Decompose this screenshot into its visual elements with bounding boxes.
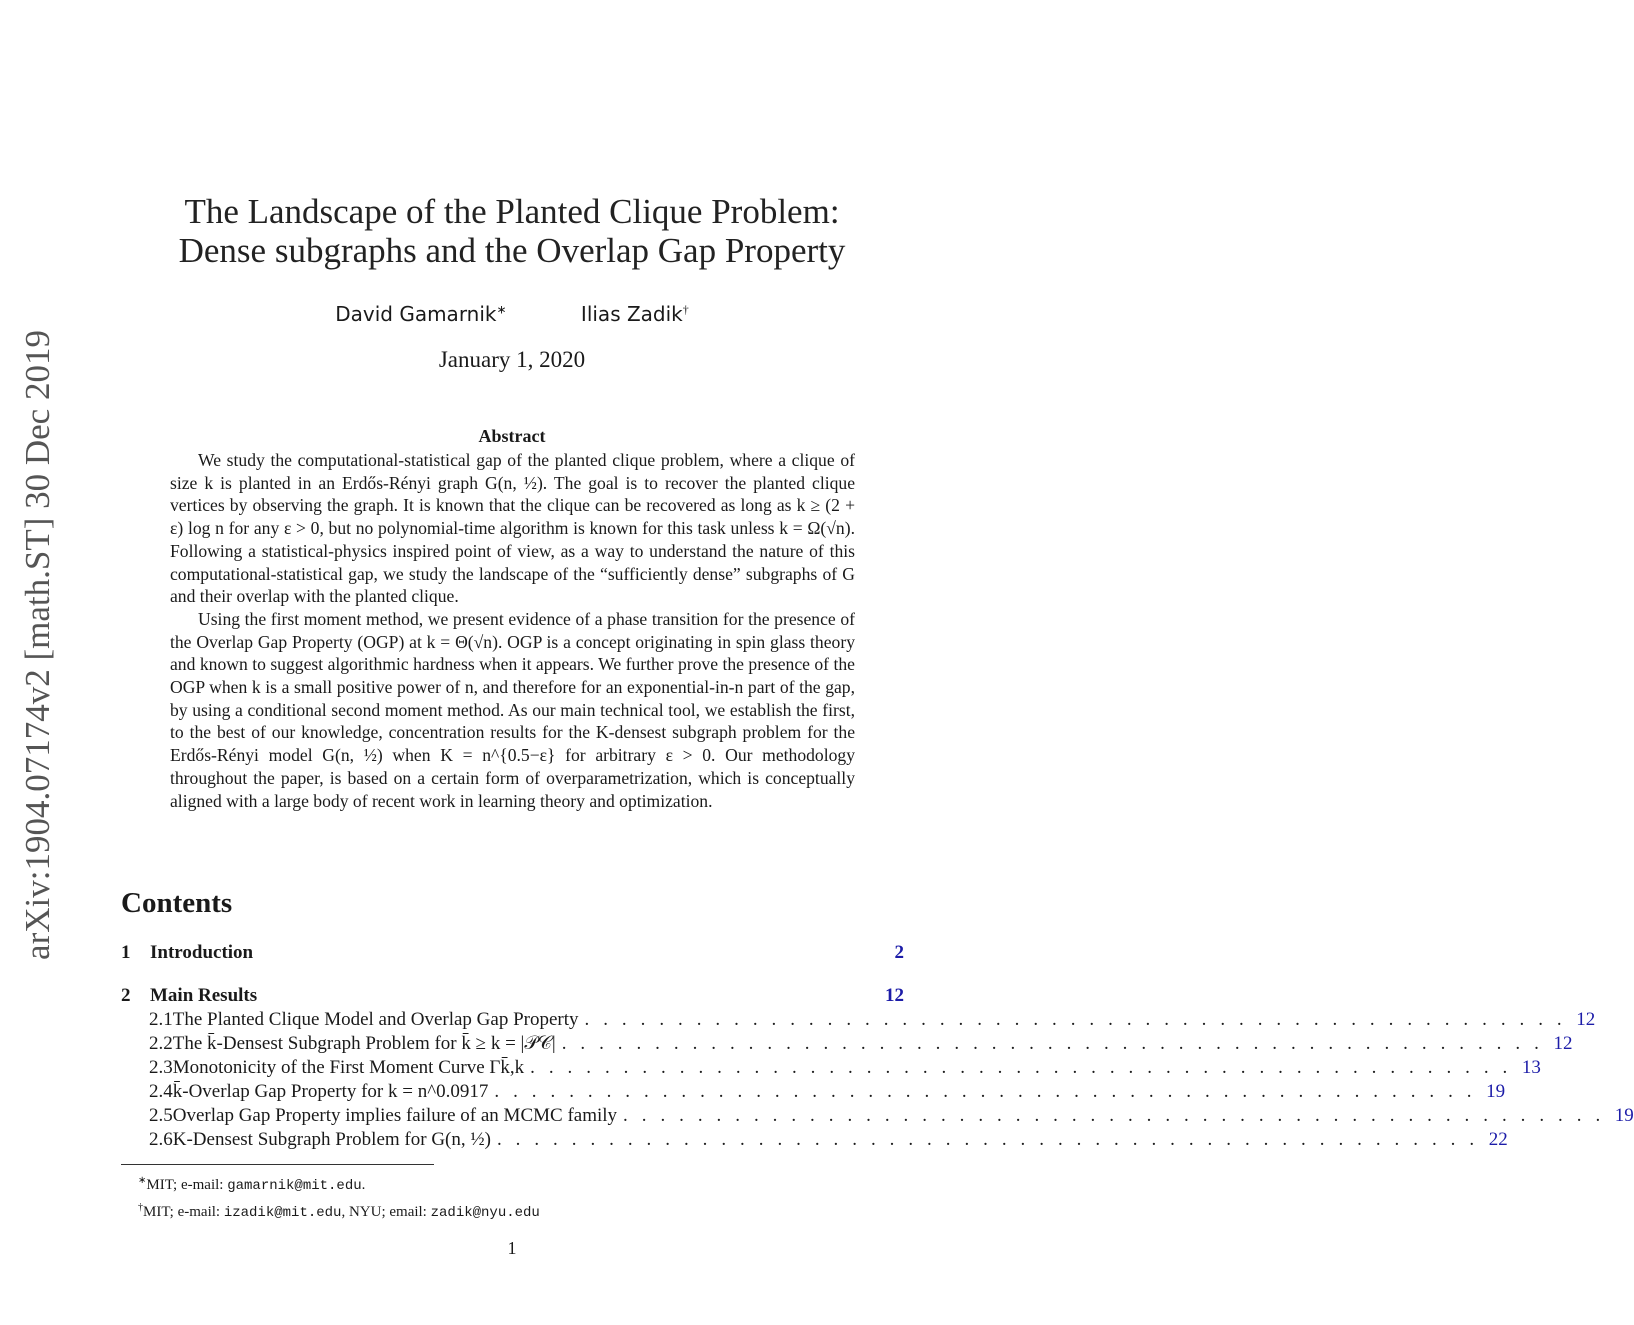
toc-section-main-results[interactable] (121, 985, 904, 1009)
paper-title (100, 192, 924, 270)
toc-subsection-number: 2.1 (149, 1009, 173, 1030)
toc-page-link[interactable]: 12 (1576, 1009, 1596, 1030)
author-1 (335, 302, 506, 326)
toc-subsection-title: Overlap Gap Property implies failure of an MCMC family (172, 1105, 618, 1126)
footnote-1-prefix: MIT; e-mail: (146, 1177, 228, 1193)
arxiv-id-text: arXiv:1904.07174v2 [math.ST] 30 Dec 2019 (18, 330, 57, 960)
footnote-2-email[interactable]: izadik@mit.edu (223, 1205, 342, 1221)
title-line-2: Dense subgraphs and the Overlap Gap Property (178, 231, 846, 270)
toc-subsection-2-5[interactable] (121, 1105, 1634, 1129)
toc-page-link[interactable]: 12 (1553, 1033, 1573, 1054)
footnotes (138, 1170, 540, 1224)
author-2 (581, 302, 689, 326)
toc-page-link[interactable]: 19 (1614, 1105, 1634, 1126)
toc-leader-dots: . . . . . . . . . . . . . . . . . . . . . . . . . . . . . . . . . . . . . . . . . . . . . . . . . . . . . (496, 1129, 1479, 1150)
author-1-name: David Gamarnik (335, 302, 497, 326)
author-2-mark: † (682, 302, 689, 317)
footnote-2-mid: , NYU; email: (341, 1204, 431, 1220)
toc-subsection-title: The k̄-Densest Subgraph Problem for k̄ ≥ k = |𝒫𝒞| (172, 1033, 556, 1054)
toc-leader-dots: . . . . . . . . . . . . . . . . . . . . . . . . . . . . . . . . . . . . . . . . . . . . . . . . . . . . . (561, 1033, 1544, 1054)
footnote-rule (121, 1164, 434, 1165)
toc-section-title: Main Results (150, 985, 258, 1006)
toc-subsection-title: K-Densest Subgraph Problem for G(n, ½) (172, 1129, 491, 1150)
toc-subsection-number: 2.4 (149, 1081, 173, 1102)
toc-section-number: 1 (121, 942, 131, 963)
abstract-paragraph-2: Using the first moment method, we present evidence of a phase transition for the presence of the Overlap Gap Property (OGP) at k = Θ(√n). OGP is a concept originating in spin glass theory and known to suggest algorithmic hardness when it appears. We further prove the presence of the OGP when k is a small positive power of n, and therefore for an exponential-in-n part of the gap, by using a conditional second moment method. As our main technical tool, we establish the first, to the best of our knowledge, concentration results for the K-densest subgraph problem for the Erdős-Rényi model G(n, ½) when K = n^{0.5−ε} for arbitrary ε > 0. Our methodology throughout the paper, is based on a certain form of overparametrization, which is conceptually aligned with a large body of recent work in learning theory and optimization. (170, 608, 855, 811)
table-of-contents (121, 942, 1634, 1153)
toc-section-number: 2 (121, 985, 131, 1006)
toc-subsection-title: The Planted Clique Model and Overlap Gap Property (172, 1009, 579, 1030)
paper-date: January 1, 2020 (438, 347, 586, 372)
footnote-1-suffix: . (361, 1177, 366, 1193)
toc-subsection-number: 2.6 (149, 1129, 173, 1150)
footnote-1-mark: ∗ (138, 1175, 147, 1186)
toc-leader-dots: . . . . . . . . . . . . . . . . . . . . . . . . . . . . . . . . . . . . . . . . . . . . . . . . . . . . . (584, 1009, 1567, 1030)
toc-leader-dots: . . . . . . . . . . . . . . . . . . . . . . . . . . . . . . . . . . . . . . . . . . . . . . . . . . . . . (494, 1081, 1477, 1102)
toc-page-link[interactable]: 13 (1521, 1057, 1541, 1078)
toc-section-title: Introduction (150, 942, 254, 963)
footnote-2-mark: † (138, 1202, 143, 1213)
toc-subsection-2-4[interactable] (121, 1081, 1506, 1105)
toc-page-link[interactable]: 12 (885, 985, 904, 1006)
toc-page-link[interactable]: 2 (894, 942, 904, 963)
page-number: 1 (507, 1238, 517, 1258)
toc-subsection-number: 2.5 (149, 1105, 173, 1126)
toc-subsection-2-3[interactable] (121, 1057, 1541, 1081)
footnote-1 (138, 1170, 540, 1197)
toc-page-link[interactable]: 19 (1486, 1081, 1506, 1102)
toc-page-link[interactable]: 22 (1488, 1129, 1508, 1150)
toc-subsection-2-6[interactable] (121, 1129, 1508, 1153)
toc-section-introduction[interactable] (121, 942, 904, 966)
abstract-body (170, 449, 855, 812)
title-line-1: The Landscape of the Planted Clique Problem: (184, 192, 840, 231)
toc-subsection-2-1[interactable] (121, 1009, 1596, 1033)
toc-subsection-title: Monotonicity of the First Moment Curve Γk̄,k (172, 1057, 525, 1078)
contents-heading: Contents (121, 887, 233, 919)
toc-subsection-number: 2.2 (149, 1033, 173, 1054)
footnote-2 (138, 1197, 540, 1224)
toc-subsection-2-2[interactable] (121, 1033, 1573, 1057)
author-2-name: Ilias Zadik (580, 302, 683, 326)
toc-leader-dots: . . . . . . . . . . . . . . . . . . . . . . . . . . . . . . . . . . . . . . . . . . . . . . . . . . . . . (623, 1105, 1605, 1126)
toc-leader-dots: . . . . . . . . . . . . . . . . . . . . . . . . . . . . . . . . . . . . . . . . . . . . . . . . . . . . . (530, 1057, 1512, 1078)
footnote-2-email-2[interactable]: zadik@nyu.edu (430, 1205, 540, 1221)
toc-subsection-title: k̄-Overlap Gap Property for k = n^0.0917 (172, 1081, 489, 1102)
author-1-mark: ∗ (496, 302, 507, 317)
footnote-2-prefix: MIT; e-mail: (143, 1204, 224, 1220)
toc-subsection-number: 2.3 (149, 1057, 173, 1078)
footnote-1-email[interactable]: gamarnik@mit.edu (227, 1178, 362, 1194)
author-list (0, 302, 1024, 326)
abstract-paragraph-1: We study the computational-statistical gap of the planted clique problem, where a clique of size k is planted in an Erdős-Rényi graph G(n, ½). The goal is to recover the planted clique vertices by observing the graph. It is known that the clique can be recovered as long as k ≥ (2 + ε) log n for any ε > 0, but no polynomial-time algorithm is known for this task unless k = Ω(√n). Following a statistical-physics inspired point of view, as a way to understand the nature of this computational-statistical gap, we study the landscape of the “sufficiently dense” subgraphs of G and their overlap with the planted clique. (170, 450, 855, 607)
abstract-heading: Abstract (478, 426, 546, 446)
